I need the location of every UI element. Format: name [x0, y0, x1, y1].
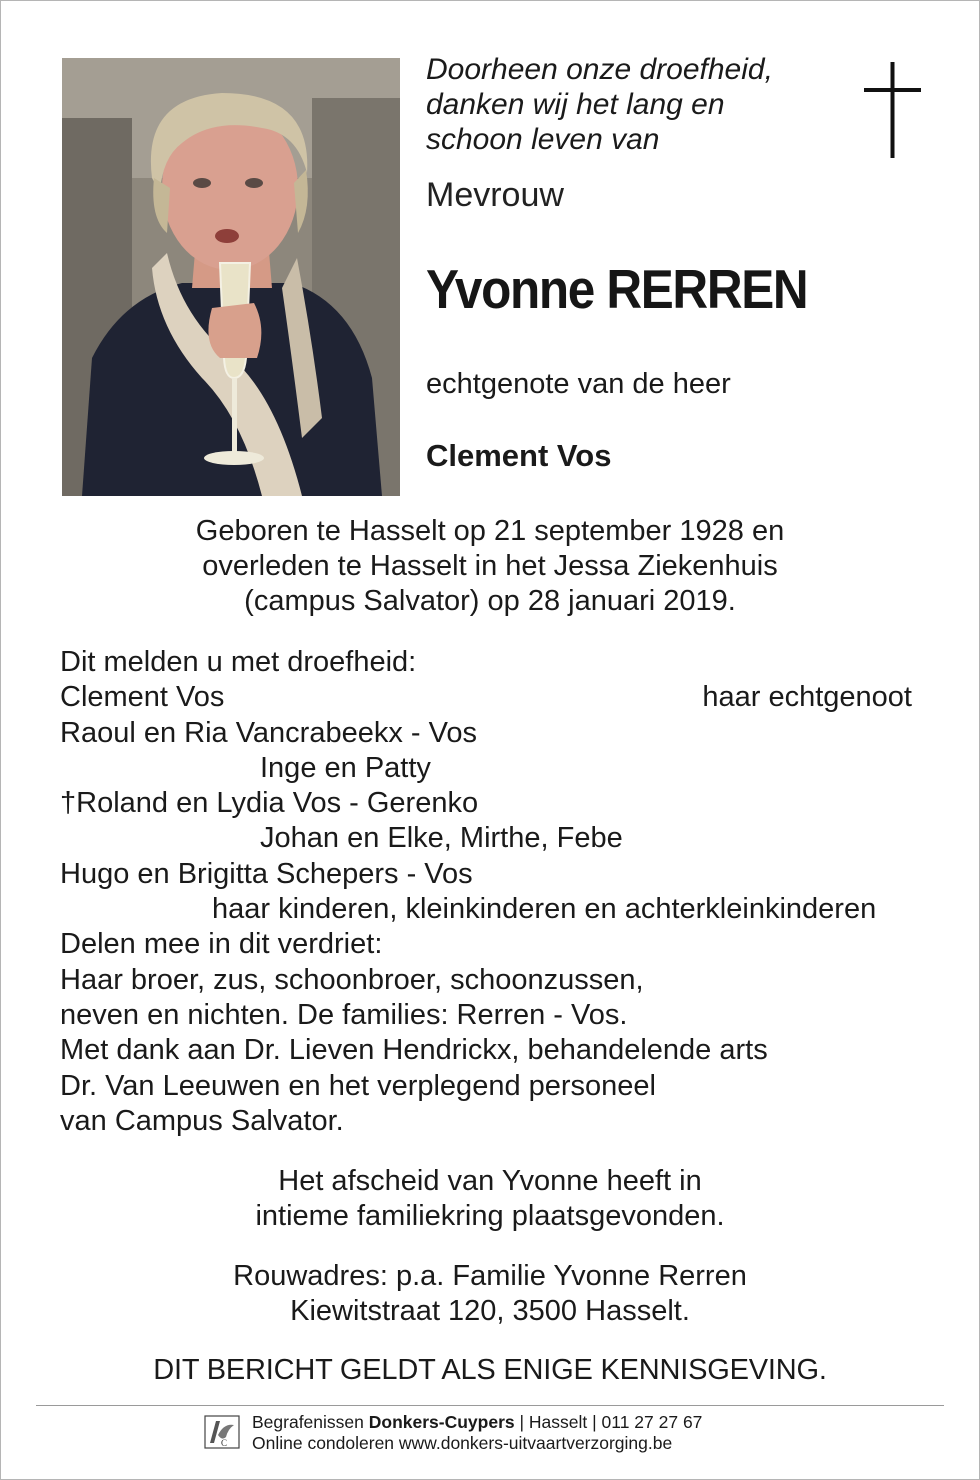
intro-line: schoon leven van — [426, 123, 660, 156]
spouse-name: Clement Vos — [426, 438, 612, 473]
mourner-line: Johan en Elke, Mirthe, Febe — [260, 822, 623, 855]
birth-death-paragraph — [40, 514, 940, 619]
shared-line: Dr. Van Leeuwen en het verplegend personeel — [60, 1069, 657, 1102]
birth-death-line: (campus Salvator) op 28 januari 2019. — [244, 585, 736, 617]
farewell-line: Het afscheid van Yvonne heeft in — [278, 1165, 702, 1197]
mourning-address — [40, 1259, 940, 1329]
farewell-line: intieme familiekring plaatsgevonden. — [255, 1200, 725, 1232]
mourner-line: †Roland en Lydia Vos - Gerenko — [60, 787, 479, 820]
shared-line: Haar broer, zus, schoonbroer, schoonzussen, — [60, 963, 644, 996]
birth-death-line: overleden te Hasselt in het Jessa Ziekenhuis — [202, 550, 778, 582]
notice-text: DIT BERICHT GELDT ALS ENIGE KENNISGEVING. — [153, 1354, 827, 1386]
footer-text — [252, 1412, 702, 1454]
mourner-line: Raoul en Ria Vancrabeekx - Vos — [60, 716, 477, 749]
address-line: Rouwadres: p.a. Familie Yvonne Rerren — [233, 1260, 747, 1292]
farewell-paragraph — [40, 1164, 940, 1234]
svg-text:C: C — [221, 1438, 228, 1448]
relation-text: echtgenote van de heer — [426, 368, 731, 400]
address-line: Kiewitstraat 120, 3500 Hasselt. — [290, 1295, 690, 1327]
intro-text — [426, 52, 846, 157]
deceased-name: Yvonne RERREN — [426, 258, 808, 320]
intro-line: danken wij het lang en — [426, 88, 725, 121]
shared-line: van Campus Salvator. — [60, 1104, 344, 1137]
shared-line: Delen mee in dit verdriet: — [60, 928, 383, 961]
mourner-spouse-role: haar echtgenoot — [702, 681, 912, 714]
footer-line-1 — [252, 1412, 702, 1433]
mourner-line: Hugo en Brigitta Schepers - Vos — [60, 857, 473, 890]
shared-line: Met dank aan Dr. Lieven Hendrickx, behandelende arts — [60, 1034, 768, 1067]
footer-suffix: | Hasselt | 011 27 27 67 — [514, 1412, 703, 1432]
mourners-list — [60, 645, 920, 1139]
portrait-photo — [62, 58, 400, 496]
honorific: Mevrouw — [426, 176, 564, 214]
footer-divider — [36, 1405, 944, 1406]
funeral-home-logo-icon — [204, 1415, 240, 1449]
shared-line: neven en nichten. De families: Rerren - Vos. — [60, 998, 628, 1031]
footer-condolence: Online condoleren www.donkers-uitvaartverzorging.be — [252, 1433, 673, 1453]
mourners-heading: Dit melden u met droefheid: — [60, 646, 417, 678]
footer-company: Donkers-Cuypers — [368, 1412, 515, 1432]
birth-death-line: Geboren te Hasselt op 21 september 1928 en — [195, 515, 785, 547]
mourner-spouse-row — [60, 680, 920, 715]
footer-prefix: Begrafenissen — [252, 1412, 369, 1432]
intro-line: Doorheen onze droefheid, — [426, 53, 773, 86]
cross-icon — [862, 62, 924, 167]
mourner-line: Inge en Patty — [260, 751, 431, 784]
children-role: haar kinderen, kleinkinderen en achterkleinkinderen — [212, 893, 877, 926]
mourner-spouse-name: Clement Vos — [60, 681, 225, 714]
